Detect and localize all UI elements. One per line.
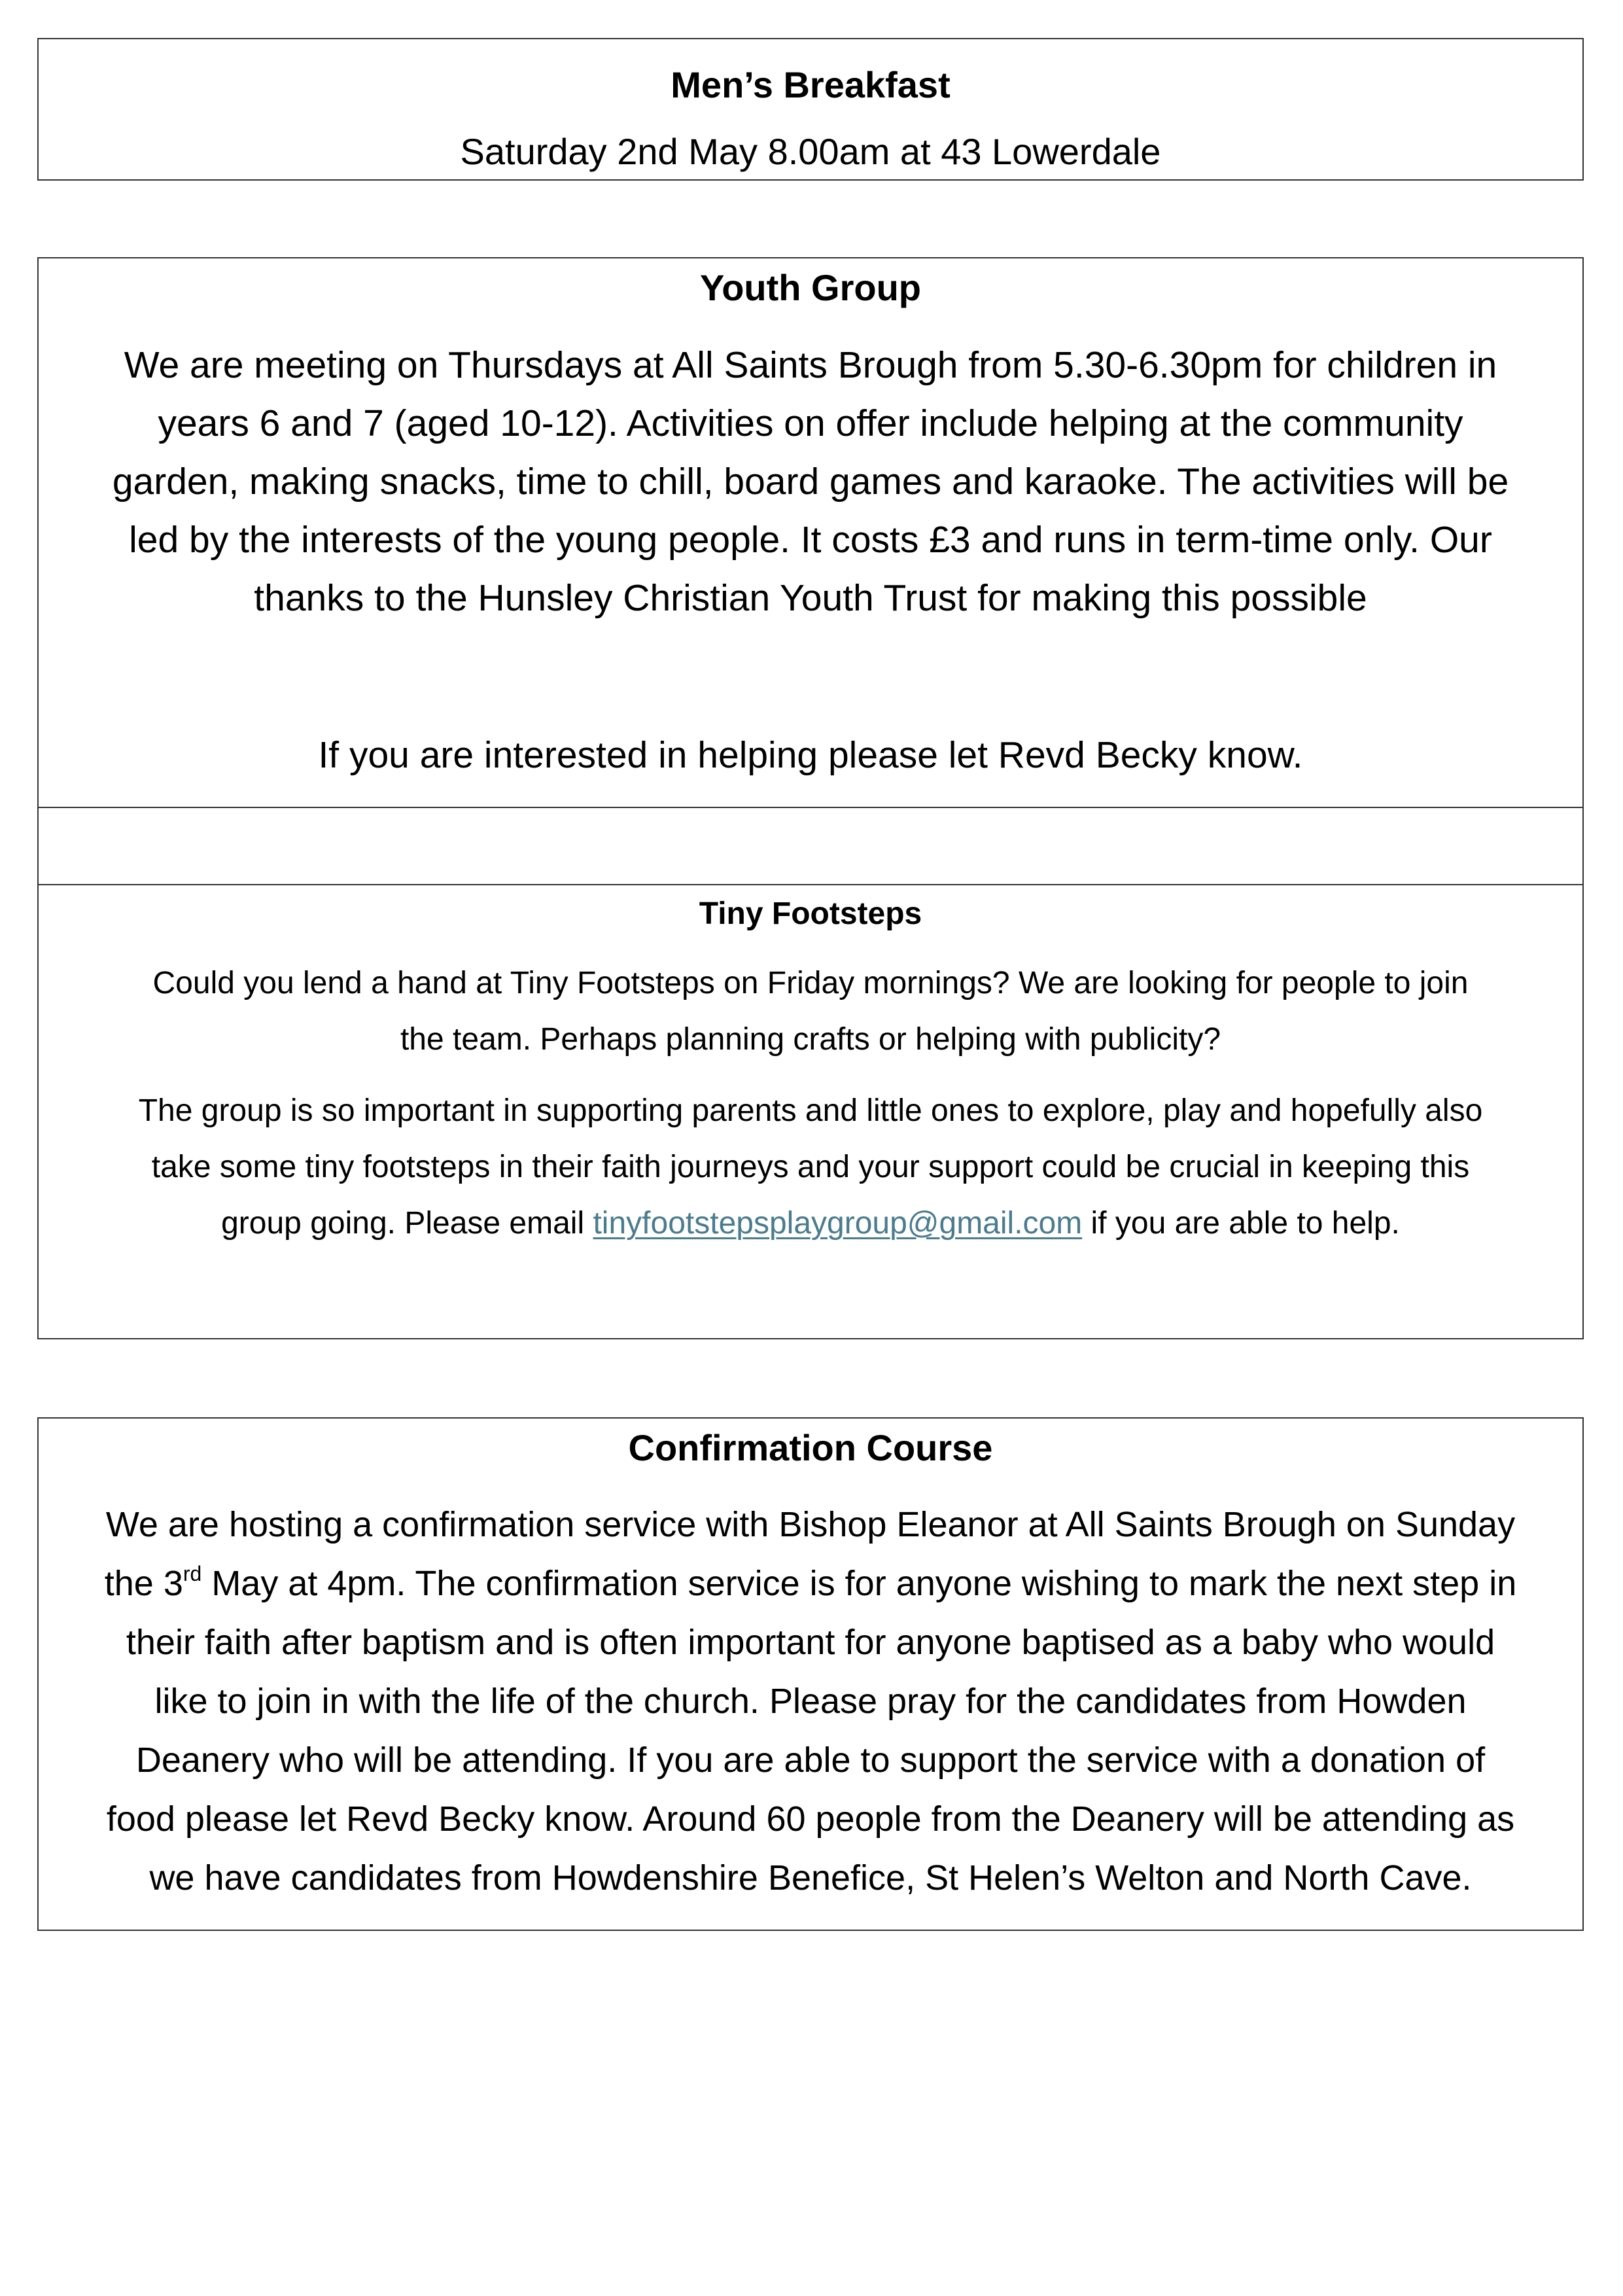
youth-group-text-line: led by the interests of the young people. It costs £3 and runs in term-time only. Our <box>129 519 1492 561</box>
email-link[interactable]: tinyfootstepsplaygroup@gmail.com <box>593 1206 1083 1241</box>
youth-group-text-line: garden, making snacks, time to chill, board games and karaoke. The activities will be <box>112 461 1509 503</box>
confirmation-course-title: Confirmation Course <box>628 1427 993 1468</box>
section-divider <box>39 884 1582 885</box>
ordinal-suffix: rd <box>183 1562 202 1585</box>
youth-group-title: Youth Group <box>700 267 921 308</box>
confirmation-text-line: we have candidates from Howdenshire Benefice, St Helen’s Welton and North Cave. <box>149 1858 1472 1898</box>
youth-group-text-line: We are meeting on Thursdays at All Saints Brough from 5.30-6.30pm for children in <box>124 344 1497 386</box>
tiny-footsteps-text-line: the team. Perhaps planning crafts or helping with publicity? <box>400 1022 1221 1057</box>
confirmation-line2-start: the 3 <box>104 1564 183 1603</box>
confirmation-text-line: Deanery who will be attending. If you are able to support the service with a donation of <box>135 1740 1486 1780</box>
youth-group-box <box>37 257 1584 1339</box>
email-suffix-text: if you are able to help. <box>1082 1206 1400 1241</box>
tiny-footsteps-text-line: The group is so important in supporting parents and little ones to explore, play and hopefully also <box>138 1093 1483 1128</box>
confirmation-text-line <box>39 1554 1582 1613</box>
youth-group-help-line: If you are interested in helping please let Revd Becky know. <box>318 734 1303 776</box>
confirmation-text-line: their faith after baptism and is often important for anyone baptised as a baby who would <box>126 1623 1495 1662</box>
confirmation-line2-end: May at 4pm. The confirmation service is for anyone wishing to mark the next step in <box>201 1564 1517 1603</box>
tiny-footsteps-text-line: take some tiny footsteps in their faith journeys and your support could be crucial in keeping this <box>151 1150 1470 1184</box>
tiny-footsteps-text-line: Could you lend a hand at Tiny Footsteps on Friday mornings? We are looking for people to join <box>152 966 1469 1000</box>
tiny-footsteps-title: Tiny Footsteps <box>699 896 922 931</box>
confirmation-text-line: food please let Revd Becky know. Around 60 people from the Deanery will be attending as <box>106 1799 1515 1839</box>
tiny-footsteps-email-line <box>39 1195 1582 1252</box>
email-prefix-text: group going. Please email <box>221 1206 593 1241</box>
mens-breakfast-title: Men’s Breakfast <box>671 64 951 105</box>
confirmation-text-line: like to join in with the life of the church. Please pray for the candidates from Howden <box>154 1682 1467 1721</box>
confirmation-course-box <box>37 1417 1584 1931</box>
section-divider <box>39 807 1582 808</box>
mens-breakfast-box <box>37 38 1584 181</box>
youth-group-text-line: thanks to the Hunsley Christian Youth Trust for making this possible <box>254 577 1367 619</box>
confirmation-text-line: We are hosting a confirmation service with Bishop Eleanor at All Saints Brough on Sunday <box>105 1505 1516 1544</box>
mens-breakfast-detail: Saturday 2nd May 8.00am at 43 Lowerdale <box>460 131 1161 172</box>
youth-group-text-line: years 6 and 7 (aged 10-12). Activities on offer include helping at the community <box>158 402 1463 444</box>
